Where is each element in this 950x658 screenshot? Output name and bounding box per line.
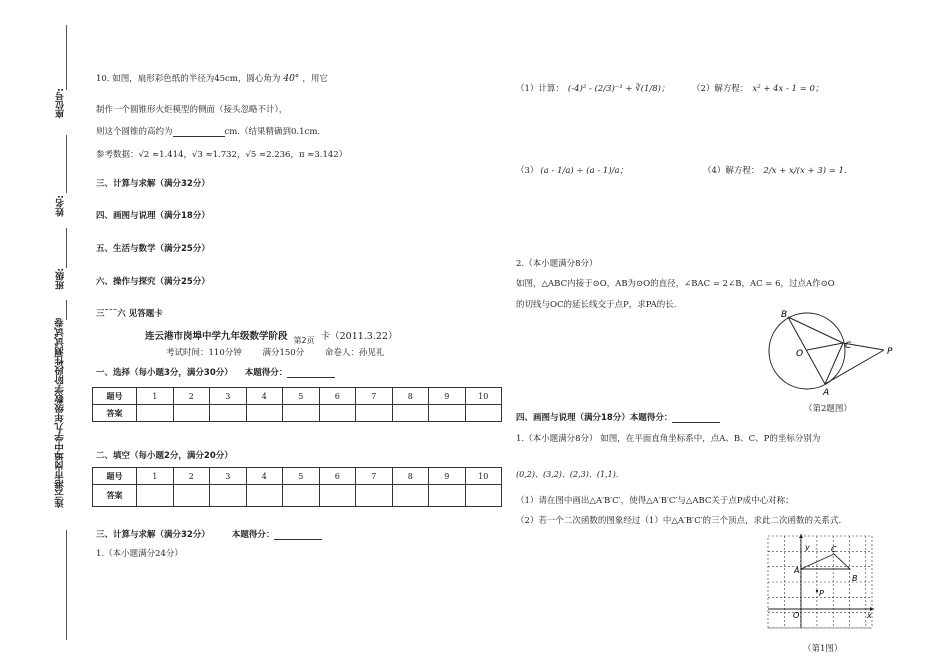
math-expression: 2/x + x/(x + 3) = 1.: [763, 166, 847, 176]
q10-line1: 10. 如图，扇形彩色纸的半径为45cm，圆心角为 40° ，用它: [96, 74, 328, 84]
exam-info: 考试时间：110分钟 满分150分 命卷人：孙见礼: [166, 348, 385, 358]
y-axis-arrow: [799, 534, 803, 538]
answer-cell[interactable]: [465, 485, 502, 507]
q10-line4: 参考数据：√2 ≈1.414，√3 ≈1.732，√5 ≈2.236，π ≈3.142）: [96, 150, 348, 160]
grid-label-y: y: [805, 543, 810, 552]
math-expression: x² + 4x - 1 = 0；: [752, 84, 824, 94]
answer-cell[interactable]: [210, 485, 247, 507]
row-header: 题号: [93, 388, 137, 405]
answer-cell[interactable]: [392, 485, 429, 507]
fill-heading: 二、填空（每小题2分，满分20分）: [96, 451, 233, 461]
table-row: [93, 388, 502, 405]
row-header: 答案: [93, 485, 137, 507]
answer-cell[interactable]: [465, 405, 502, 422]
segment-oc: [807, 343, 843, 350]
q10-line2: 制作一个圆锥形火炬模型的侧面（接头忽略不计），: [96, 105, 288, 115]
answer-cell[interactable]: [356, 405, 393, 422]
num-cell: 10: [465, 388, 502, 405]
num-cell: 8: [392, 388, 429, 405]
num-cell: 8: [392, 468, 429, 485]
class-label: 班级:: [56, 268, 66, 290]
margin-line: [66, 25, 67, 90]
num-cell: 7: [356, 468, 393, 485]
answer-cell[interactable]: [319, 485, 356, 507]
segment-ap: [825, 350, 884, 384]
problem-1: （1）计算： (-4)² - (2/3)⁻¹ + ∛(1/8)；: [516, 84, 670, 94]
grid-label-x: x: [867, 611, 872, 620]
margin-line: [66, 135, 67, 193]
answer-cell[interactable]: [429, 485, 466, 507]
q1-line1: 1.（本小题满分8分） 如图，在平面直角坐标系中，点A、B、C、P的坐标分别为: [516, 434, 821, 444]
figure-2-circle-diagram: [760, 306, 900, 398]
q1-coords: (0,2)、(3,2)、(2,3)、(1,1).: [516, 470, 619, 479]
answer-card-note: 三˜˜˜六 见答题卡: [96, 309, 163, 319]
answer-cell[interactable]: [246, 405, 283, 422]
school-title: 连云港市岗埠中学九年级数学阶段性测试试卷: [55, 318, 66, 508]
answer-cell[interactable]: [173, 405, 210, 422]
segment-ba: [788, 317, 825, 384]
answer-cell[interactable]: [283, 485, 320, 507]
name-label: 姓名:: [56, 195, 66, 217]
row-header: 题号: [93, 468, 137, 485]
problem-4: （4）解方程： 2/x + x/(x + 3) = 1.: [703, 166, 847, 176]
figure-1-coordinate-grid: [764, 532, 876, 632]
table-row: [93, 485, 502, 507]
num-cell: 6: [319, 388, 356, 405]
answer-cell[interactable]: [319, 405, 356, 422]
num-cell: 4: [246, 468, 283, 485]
choice-answer-table: [92, 387, 502, 422]
q2-heading: 2.（本小题满分8分）: [516, 259, 598, 269]
answer-cell[interactable]: [246, 485, 283, 507]
answer-cell[interactable]: [137, 405, 174, 422]
num-cell: 1: [137, 388, 174, 405]
label-a: A: [823, 388, 830, 398]
problem-2: （2）解方程： x² + 4x - 1 = 0；: [692, 84, 824, 94]
num-cell: 10: [465, 468, 502, 485]
num-cell: 4: [246, 388, 283, 405]
q2-line2: 的切线与OC的延长线交于点P，求PA的长.: [516, 300, 677, 310]
num-cell: 2: [173, 388, 210, 405]
section-6-heading: 六、操作与探究（满分25分）: [96, 277, 210, 287]
choice-heading: 一、选择（每小题3分，满分30分） 本题得分：: [96, 366, 335, 378]
num-cell: 1: [137, 468, 174, 485]
num-cell: 9: [429, 468, 466, 485]
answer-cell[interactable]: [356, 485, 393, 507]
answer-cell[interactable]: [210, 405, 247, 422]
section-4-card-heading: 四、画图与说理（满分18分）本题得分：: [516, 411, 720, 423]
num-cell: 2: [173, 468, 210, 485]
card-title: 连云港市岗埠中学九年级数学阶段 $_{第2页}$ 卡（2011.3.22）: [145, 331, 398, 345]
answer-cell[interactable]: [429, 405, 466, 422]
num-cell: 5: [283, 388, 320, 405]
label-p: P: [887, 347, 893, 357]
section-3-heading: 三、计算与求解（满分32分）: [96, 179, 210, 189]
choice-score-blank[interactable]: [287, 369, 335, 378]
answer-blank[interactable]: [173, 128, 225, 137]
calc-heading: 三、计算与求解（满分32分） 本题得分：: [96, 528, 322, 540]
row-header: 答案: [93, 405, 137, 422]
angle-value: 40°: [283, 74, 300, 84]
num-cell: 3: [210, 468, 247, 485]
answer-cell[interactable]: [392, 405, 429, 422]
grid-label-b: B: [852, 574, 858, 583]
q2-line1: 如图，△ABC内接于⊙O，AB为⊙O的直径，∠BAC = 2∠B，AC = 6，过点A作⊙O: [516, 279, 835, 289]
answer-cell[interactable]: [173, 485, 210, 507]
num-cell: 3: [210, 388, 247, 405]
grid-label-a: A: [794, 566, 800, 575]
math-expression: (a - 1/a) ÷ (a - 1)/a；: [540, 166, 629, 176]
margin-line: [66, 530, 67, 640]
section-4-heading: 四、画图与说理（满分18分）: [96, 211, 210, 221]
fill-answer-table: [92, 467, 502, 507]
grid-label-o: O: [793, 611, 800, 620]
margin-line: [66, 228, 67, 268]
calc-score-blank[interactable]: [274, 531, 322, 540]
segment-bc: [788, 317, 843, 343]
point-p: [816, 590, 818, 592]
grid-label-p: P: [819, 589, 824, 598]
figure-2-caption: （第2题图）: [804, 404, 852, 414]
page-number: 第2页: [293, 336, 315, 345]
num-cell: 9: [429, 388, 466, 405]
answer-cell[interactable]: [283, 405, 320, 422]
num-cell: 6: [319, 468, 356, 485]
grid-label-c: C: [831, 545, 837, 554]
figure-1-caption: （第1图）: [803, 644, 843, 654]
q10-line3: 则这个圆锥的高约为 cm.（结果精确到0.1cm.: [96, 127, 321, 137]
section-5-heading: 五、生活与数学（满分25分）: [96, 244, 210, 254]
label-b: B: [781, 310, 788, 320]
seat-label: 座位号:: [56, 88, 66, 119]
label-c: C: [845, 341, 852, 351]
label-o: O: [796, 349, 804, 359]
margin-line: [66, 300, 67, 320]
answer-cell[interactable]: [137, 485, 174, 507]
calc-sub-heading: 1.（本小题满分24分）: [96, 549, 183, 559]
q1-sub1: （1）请在图中画出△A′B′C′，使得△A′B′C′与△ABC关于点P成中心对称；: [516, 496, 794, 506]
q1-sub2: （2）若一个二次函数的图象经过（1）中△A′B′C′的三个顶点，求此二次函数的关系式.: [516, 516, 842, 526]
problem-3: （3） (a - 1/a) ÷ (a - 1)/a；: [516, 166, 629, 176]
table-row: [93, 468, 502, 485]
num-cell: 5: [283, 468, 320, 485]
section-4-score-blank[interactable]: [672, 414, 720, 423]
table-row: [93, 405, 502, 422]
num-cell: 7: [356, 388, 393, 405]
math-expression: (-4)² - (2/3)⁻¹ + ∛(1/8)；: [567, 84, 670, 94]
